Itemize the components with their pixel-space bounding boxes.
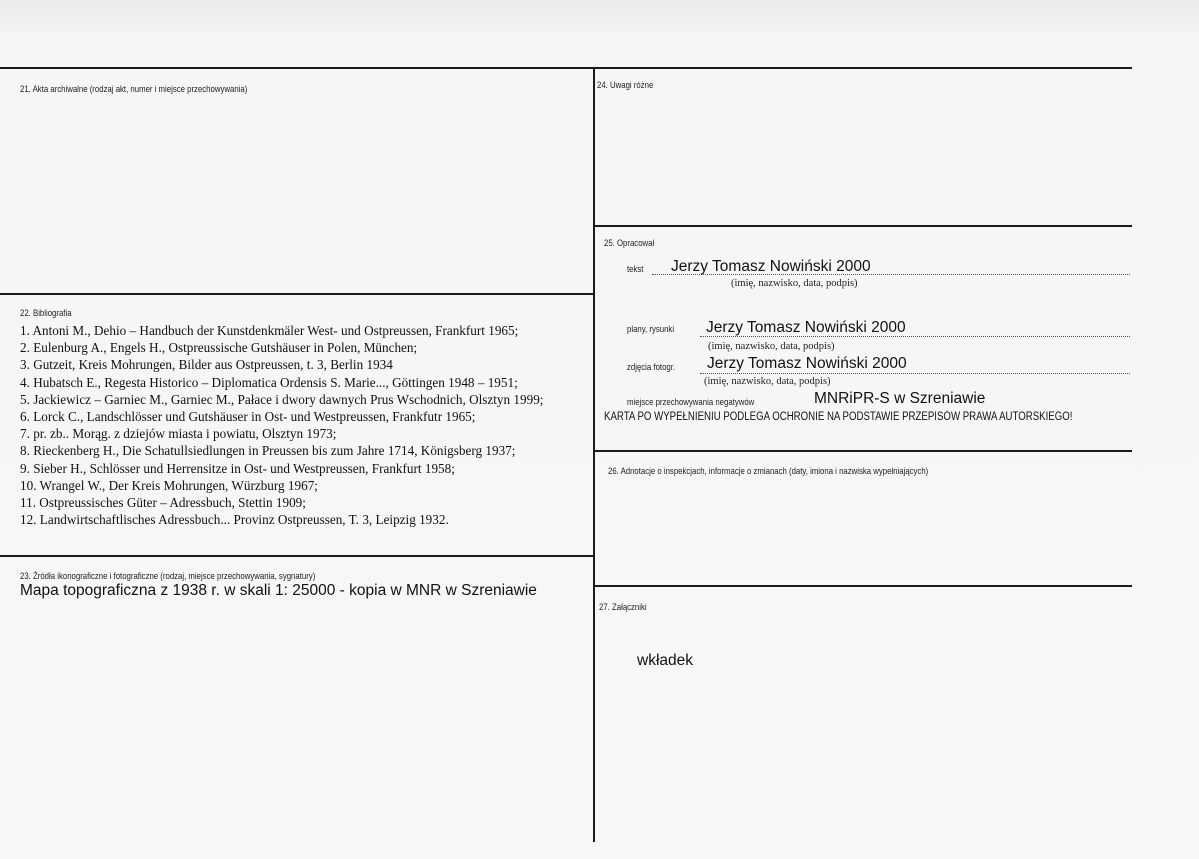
zdjecia-value: Jerzy Tomasz Nowiński 2000 xyxy=(707,355,907,372)
list-item: 1. Antoni M., Dehio – Handbuch der Kunstdenkmäler West- und Ostpreussen, Frankfurt 1965; xyxy=(20,323,519,338)
section-26-label: 26. Adnotacje o inspekcjach, informacje o zmianach (daty, imiona i nazwiska wypełniających) xyxy=(608,466,929,477)
divider-22-23 xyxy=(0,555,594,557)
list-item: 9. Sieber H., Schlösser und Herrensitze in Ost- und Westpreussen, Frankfurt 1958; xyxy=(20,460,455,476)
negatywy-value: MNRiPR-S w Szreniawie xyxy=(814,390,986,407)
tekst-value: Jerzy Tomasz Nowiński 2000 xyxy=(671,258,871,275)
negatywy-label: miejsce przechowywania negatywów xyxy=(627,397,755,408)
center-divider-line xyxy=(593,67,595,842)
list-item: 5. Jackiewicz – Garniec M., Garniec M., Pałace i dwory dawnych Prus Wschodnich, Olsztyn 1999; xyxy=(20,391,544,407)
list-item: 3. Gutzeit, Kreis Mohrungen, Bilder aus Ostpreussen, t. 3, Berlin 1934 xyxy=(20,357,393,373)
copyright-notice: KARTA PO WYPEŁNIENIU PODLEGA OCHRONIE NA PODSTAWIE PRZEPISÓW PRAWA AUTORSKIEGO! xyxy=(604,411,1073,423)
list-item: 12. Landwirtschaftlisches Adressbuch... Provinz Ostpreussen, T. 3, Leipzig 1932. xyxy=(20,512,449,528)
zdjecia-label: zdjęcia fotogr. xyxy=(627,362,676,373)
divider-24-25 xyxy=(594,225,1132,227)
section-23-value: Mapa topograficzna z 1938 r. w skali 1: 25000 - kopia w MNR w Szreniawie xyxy=(20,582,537,599)
section-21-label: 21. Akta archiwalne (rodzaj akt, numer i miejsce przechowywania) xyxy=(20,84,248,95)
list-item: 10. Wrangel W., Der Kreis Mohrungen, Würzburg 1967; xyxy=(20,477,318,493)
list-item: 6. Lorck C., Landschlösser und Gutshäuser in Ost- und Westpreussen, Frankfutr 1965; xyxy=(20,409,476,425)
plany-label: plany, rysunki xyxy=(627,324,675,335)
section-25-label: 25. Opracował xyxy=(604,238,655,249)
list-item: 11. Ostpreussisches Güter – Adressbuch, Stettin 1909; xyxy=(20,495,306,511)
section-22-label: 22. Bibliografia xyxy=(20,308,72,319)
section-24-label: 24. Uwagi różne xyxy=(597,80,654,91)
section-27-value: wkładek xyxy=(637,652,693,669)
divider-25-26 xyxy=(594,450,1132,452)
plany-hint: (imię, nazwisko, data, podpis) xyxy=(708,341,835,352)
zdjecia-line xyxy=(700,373,1130,374)
section-27-label: 27. Załączniki xyxy=(599,602,647,613)
tekst-hint: (imię, nazwisko, data, podpis) xyxy=(731,278,858,289)
tekst-label: tekst xyxy=(627,264,644,275)
divider-21-22 xyxy=(0,293,594,295)
plany-value: Jerzy Tomasz Nowiński 2000 xyxy=(706,319,906,336)
list-item: 4. Hubatsch E., Regesta Historico – Diplomatica Ordensis S. Marie..., Göttingen 1948 – 1951; xyxy=(20,374,518,390)
list-item: 7. pr. zb.. Morąg. z dziejów miasta i powiatu, Olsztyn 1973; xyxy=(20,426,337,442)
list-item: 2. Eulenburg A., Engels H., Ostpreussische Gutshäuser in Polen, München; xyxy=(20,340,418,356)
list-item: 8. Rieckenberg H., Die Schatullsiedlungen in Preussen bis zum Jahre 1714, Königsberg 1937; xyxy=(20,443,516,459)
zdjecia-hint: (imię, nazwisko, data, podpis) xyxy=(704,376,831,387)
top-border-line xyxy=(0,67,1132,69)
section-23-label: 23. Źródła ikonograficzne i fotograficzne (rodzaj, miejsce przechowywania, sygnatury) xyxy=(20,571,316,582)
bibliography-list xyxy=(20,322,590,528)
divider-26-27 xyxy=(594,585,1132,587)
